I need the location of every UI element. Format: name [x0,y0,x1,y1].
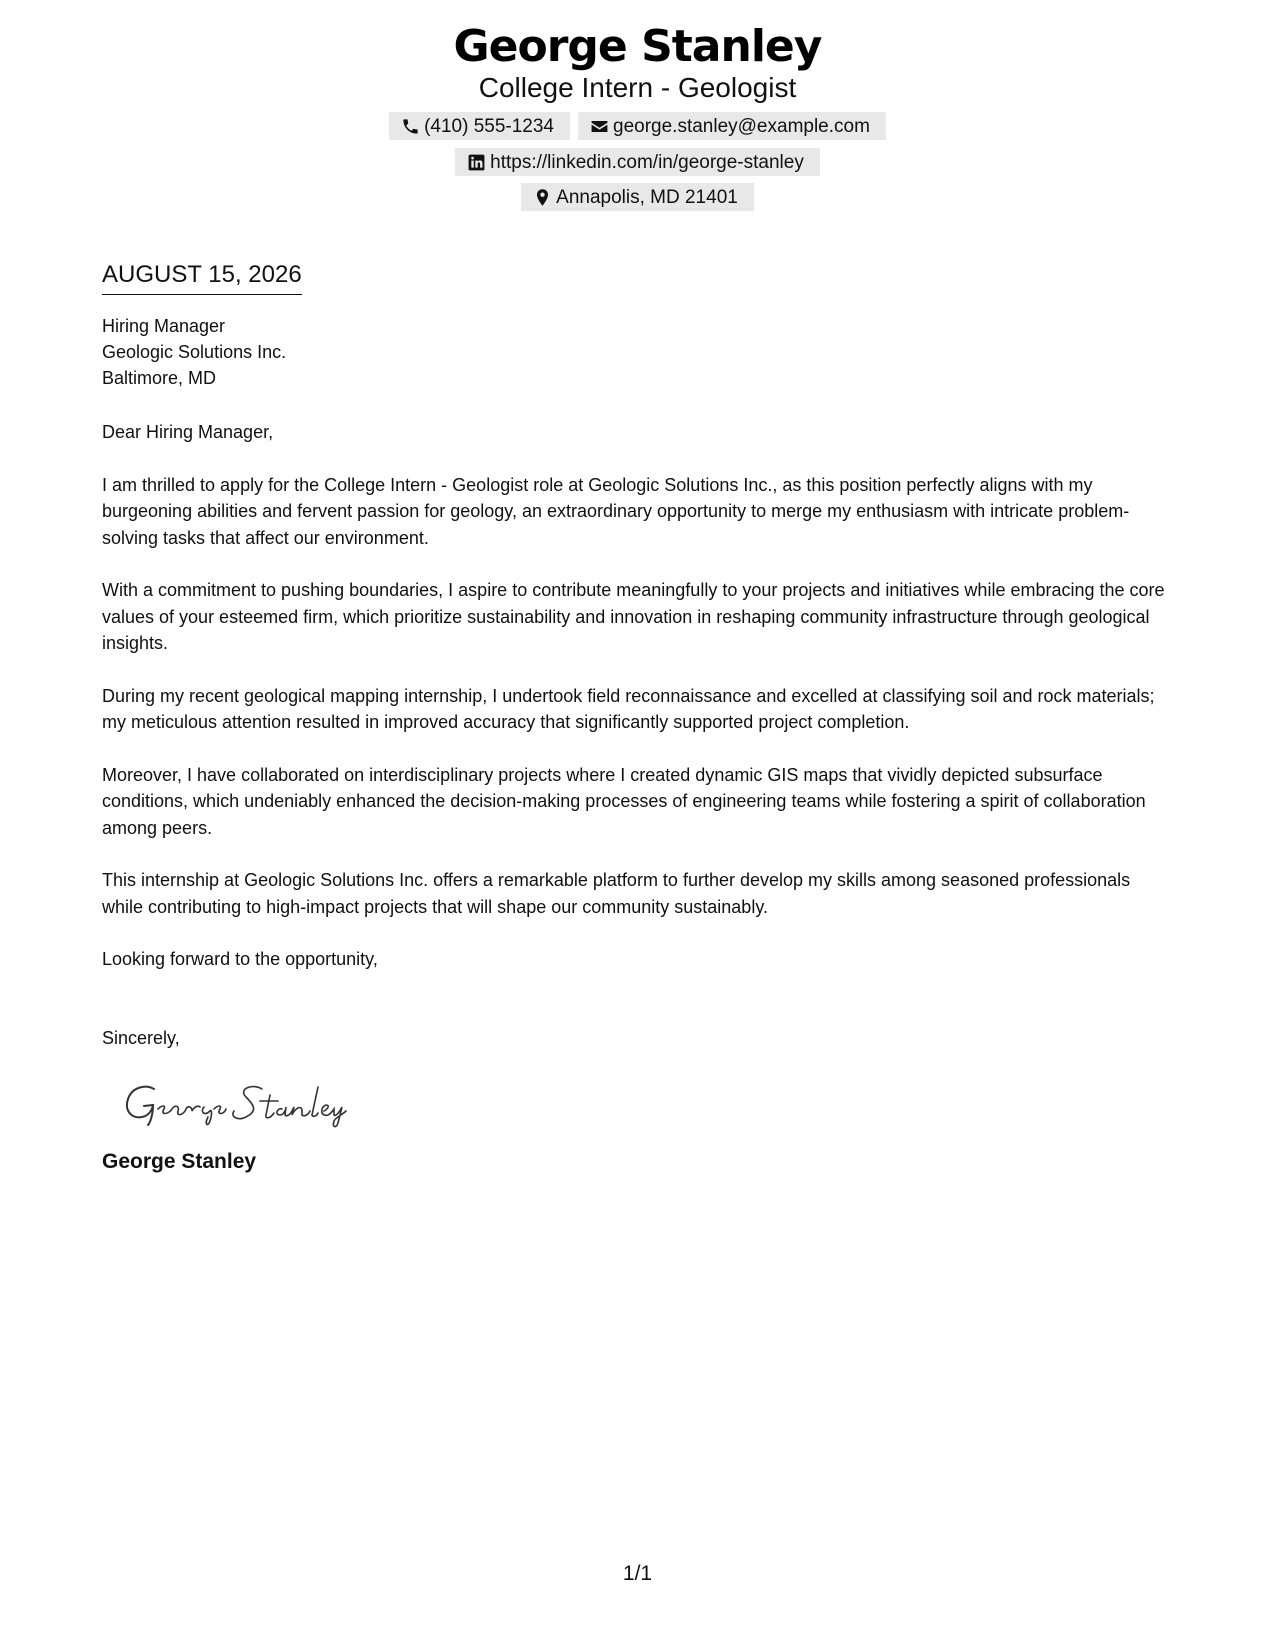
paragraph-2: With a commitment to pushing boundaries, I aspire to contribute meaningfully to your projects and initiatives while embracing the core values of your esteemed firm, which prioritize sustainability and innovation in reshaping community infrastructure through geological insights. [102,580,1165,653]
phone-icon [401,117,420,136]
paragraph-1: I am thrilled to apply for the College Intern - Geologist role at Geologic Solutions Inc., as this position perfectly aligns with my burgeoning abilities and fervent passion for geology, an extraordinary opportunity to merge my enthusiasm with intricate problem-solving tasks that affect our environment. [102,474,1130,548]
recipient-title: Hiring Manager [102,316,226,336]
greeting: Dear Hiring Manager, [102,422,274,442]
paragraph-5: This internship at Geologic Solutions Inc. offers a remarkable platform to further develop my skills among seasoned professionals while contributing to high-impact projects that will shape our community sustainably. [102,870,1131,917]
handwritten-signature [120,1075,1172,1131]
paragraph-3: During my recent geological mapping internship, I undertook field reconnaissance and excelled at classifying soil and rock materials; my meticulous attention resulted in improved accuracy that significantly supported project completion. [102,685,1155,732]
location-text: Annapolis, MD 21401 [556,186,738,208]
closing-line: Looking forward to the opportunity, [102,949,378,969]
contact-list-row2 [0,183,1275,211]
linkedin-text: https://linkedin.com/in/george-stanley [490,151,804,173]
recipient-city: Baltimore, MD [102,368,217,388]
letter-header [0,22,1275,211]
letter-date: AUGUST 15, 2026 [102,258,302,295]
sign-off: Sincerely, [102,1027,180,1048]
applicant-role: College Intern - Geologist [478,72,797,103]
email-text: george.stanley@example.com [613,115,870,137]
phone-text: (410) 555-1234 [424,115,554,137]
contact-location [521,183,754,211]
letter-body [102,258,1172,1176]
page-number: 1/1 [622,1562,653,1585]
envelope-icon [590,117,609,136]
map-marker-icon [533,188,552,207]
signer-name: George Stanley [102,1150,257,1173]
linkedin-icon [467,153,486,172]
paragraph-4: Moreover, I have collaborated on interdisciplinary projects where I created dynamic GIS maps that vividly depicted subsurface conditions, which undeniably enhanced the decision-making processes of engineering teams while fostering a spirit of collaboration among peers. [102,764,1146,838]
recipient-company: Geologic Solutions Inc. [102,342,287,362]
contact-list [0,112,1275,176]
recipient-block [102,313,1172,391]
applicant-name: George Stanley [453,21,822,72]
signature-image [120,1075,360,1131]
contact-email[interactable] [578,112,886,140]
contact-linkedin[interactable] [455,148,820,176]
contact-phone[interactable] [389,112,570,140]
